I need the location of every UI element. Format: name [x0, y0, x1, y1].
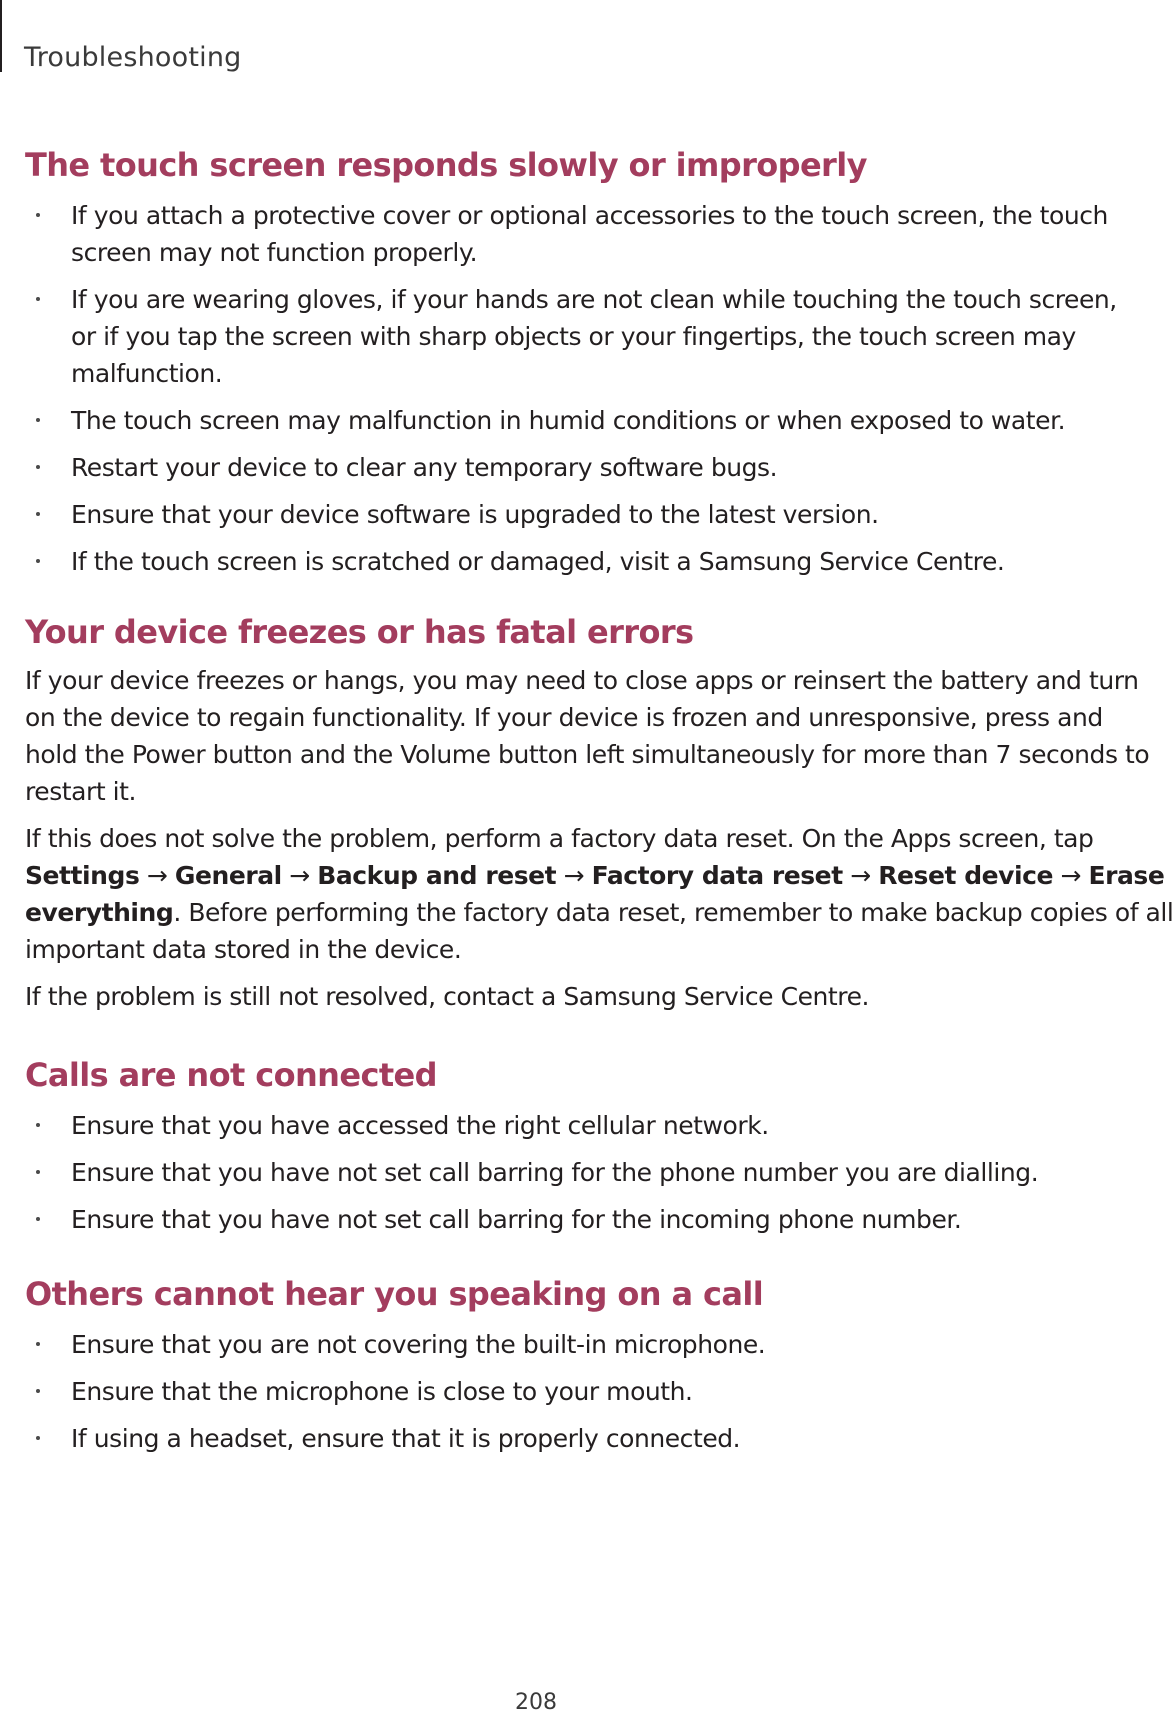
section-heading: Your device freezes or has fatal errors	[25, 613, 694, 651]
page-number: 208	[515, 1690, 557, 1715]
page-content	[25, 143, 1173, 1467]
section-heading: Others cannot hear you speaking on a call	[25, 1275, 764, 1313]
bullet-icon	[36, 418, 40, 422]
running-head: Troubleshooting	[24, 42, 242, 73]
section-others-cannot-hear	[25, 1272, 1070, 1457]
bullet-icon	[36, 1170, 40, 1174]
arrow-icon: →	[146, 861, 168, 890]
menu-path-reset-device: Reset device	[878, 861, 1053, 890]
list-item: If using a headset, ensure that it is properly connected.	[25, 1420, 1070, 1457]
bullet-list	[25, 1107, 1070, 1238]
paragraph: If the problem is still not resolved, contact a Samsung Service Centre.	[25, 982, 869, 1011]
bullet-icon	[36, 1342, 40, 1346]
list-item: Ensure that you have not set call barring for the incoming phone number.	[25, 1201, 1070, 1238]
section-device-freezes	[25, 610, 1173, 1015]
arrow-icon: →	[850, 861, 871, 890]
list-item: Ensure that your device software is upgraded to the latest version.	[25, 496, 1070, 533]
menu-path-backup-and-reset: Backup and reset	[317, 861, 557, 890]
bullet-icon	[36, 297, 40, 301]
bullet-icon	[36, 1389, 40, 1393]
paragraph-factory-reset: If this does not solve the problem, perform a factory data reset. On the Apps screen, tap Settings → General → Backup and reset → Factory data reset → Reset device → Erase everything. Before performing the factory data reset, remember to make backup copies of all important data stored in the device.	[25, 824, 1173, 964]
list-item: Ensure that the microphone is close to your mouth.	[25, 1373, 1070, 1410]
arrow-icon: →	[563, 861, 585, 890]
menu-path-erase: Erase	[1088, 861, 1165, 890]
section-touch-screen	[25, 143, 1117, 580]
section-heading: Calls are not connected	[25, 1056, 437, 1094]
bullet-icon	[36, 213, 40, 217]
list-item: The touch screen may malfunction in humid conditions or when exposed to water.	[25, 402, 1070, 439]
arrow-icon: →	[1060, 861, 1081, 890]
bullet-icon	[36, 559, 40, 563]
arrow-icon: →	[289, 861, 310, 890]
bullet-list	[25, 197, 1117, 580]
paragraph: If your device freezes or hangs, you may need to close apps or reinsert the battery and turn on the device to regain functionality. If your device is frozen and unresponsive, press and hold the Power button and the Volume button left simultaneously for more than 7 seconds to restart it.	[25, 666, 1150, 806]
menu-path-everything: everything	[25, 898, 174, 927]
bullet-icon	[36, 1123, 40, 1127]
bullet-icon	[36, 465, 40, 469]
bullet-list	[25, 1326, 1070, 1457]
list-item: Restart your device to clear any temporary software bugs.	[25, 449, 1070, 486]
section-calls-not-connected	[25, 1053, 1070, 1238]
list-item: Ensure that you have accessed the right cellular network.	[25, 1107, 1070, 1144]
list-item: If you attach a protective cover or optional accessories to the touch screen, the touch screen may not function properly.	[25, 197, 1070, 271]
menu-path-settings: Settings	[25, 861, 140, 890]
list-item: If you are wearing gloves, if your hands are not clean while touching the touch screen, or if you tap the screen with sharp objects or your fingertips, the touch screen may malfunction.	[25, 281, 1070, 392]
list-item: Ensure that you have not set call barring for the phone number you are dialling.	[25, 1154, 1070, 1191]
menu-path-general: General	[174, 861, 282, 890]
list-item: Ensure that you are not covering the built-in microphone.	[25, 1326, 1070, 1363]
bullet-icon	[36, 1436, 40, 1440]
section-heading: The touch screen responds slowly or improperly	[25, 146, 867, 184]
margin-rule	[0, 0, 2, 72]
bullet-icon	[36, 512, 40, 516]
bullet-icon	[36, 1217, 40, 1221]
list-item: If the touch screen is scratched or damaged, visit a Samsung Service Centre.	[25, 543, 1070, 580]
menu-path-factory-data-reset: Factory data reset	[591, 861, 843, 890]
